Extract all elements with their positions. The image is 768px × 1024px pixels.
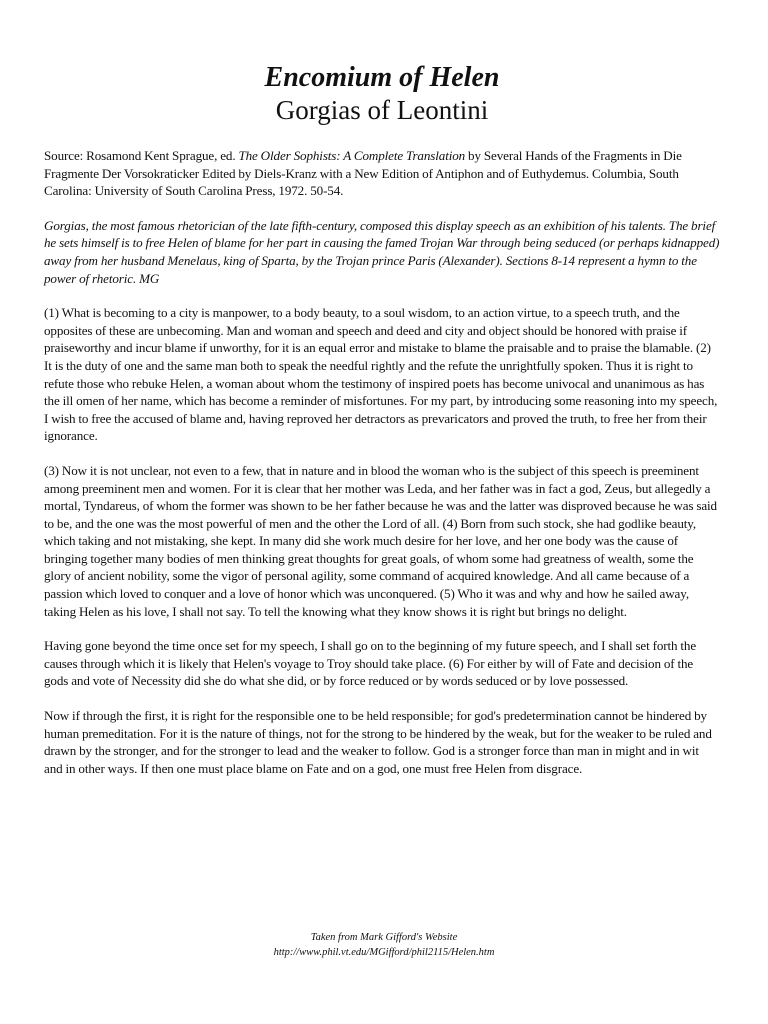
source-book-title: The Older Sophists: A Complete Translation <box>238 148 466 163</box>
document-page <box>44 62 720 794</box>
source-suffix: by Several Hands of the Fragments in Die Fragmente Der Vorsokraticker Edited by Diels-Kranz with a New Edition of Antiphon and of Euthydemus. Columbia, South Carolina: University of South Carolina Press, 1972. 50-54. <box>44 148 682 199</box>
page-footer <box>0 930 768 960</box>
footer-url: http://www.phil.vt.edu/MGifford/phil2115/Helen.htm <box>273 947 495 958</box>
source-prefix: Source: Rosamond Kent Sprague, ed. <box>44 148 239 163</box>
source-citation <box>44 147 720 200</box>
intro-paragraph: Gorgias, the most famous rhetorician of the late fifth-century, composed this display speech as an exhibition of his talents. The brief he sets himself is to free Helen of blame for her part in causing the famed Trojan War through being seduced (or perhaps kidnapped) away from her husband Menelaus, king of Sparta, by the Trojan prince Paris (Alexander). Sections 8-14 represent a hymn to the power of rhetoric. MG <box>44 217 720 286</box>
body-paragraph-1: (1) What is becoming to a city is manpower, to a body beauty, to a soul wisdom, to an action virtue, to a speech truth, and the opposites of these are unbecoming. Man and woman and speech and deed and city and object should be honored with praise if praiseworthy and incur blame if unworthy, for it is an equal error and mistake to blame the praisable and to praise the blamable. (2) It is the duty of one and the same man both to speak the needful rightly and the refute the unrightfully spoken. Thus it is right to refute those who rebuke Helen, a woman about whom the testimony of inspired poets has become univocal and unanimous as has the ill omen of her name, which has become a reminder of misfortunes. For my part, by introducing some reasoning into my speech, I wish to free the accused of blame and, having reproved her detractors as prevaricators and proved the truth, to free her from their ignorance. <box>44 305 718 444</box>
body-paragraph-2: (3) Now it is not unclear, not even to a few, that in nature and in blood the woman who is the subject of this speech is preeminent among preeminent men and women. For it is clear that her mother was Leda, and her father was in fact a god, Zeus, but allegedly a mortal, Tyndareus, of whom the former was shown to be her father because he was and the latter was disproved because he was said to be, and the one was the most powerful of men and the other the Lord of all. (4) Born from such stock, she had godlike beauty, which taking and not mistaking, she kept. In many did she work much desire for her love, and her one body was the cause of bringing together many bodies of men thinking great thoughts for great goals, of whom some had greatness of wealth, some the glory of ancient nobility, some the vigor of personal agility, some command of acquired knowledge. And all came because of a passion which loved to conquer and a love of honor which was unconquered. (5) Who it was and why and how he sailed away, taking Helen as his love, I shall not say. To tell the knowing what they know shows it is right but brings no delight. <box>44 462 717 619</box>
footer-credit: Taken from Mark Gifford's Website <box>310 932 458 943</box>
body-paragraph-4: Now if through the first, it is right for the responsible one to be held responsible; for god's predetermination cannot be hindered by human premeditation. For it is the nature of things, not for the strong to be hindered by the weak, but for the weaker to be ruled and drawn by the stronger, and for the stronger to lead and the weaker to follow. God is a stronger force than man in might and in wit and in other ways. If then one must place blame on Fate and on a god, one must free Helen from disgrace. <box>44 708 712 776</box>
body-paragraph-3: Having gone beyond the time once set for my speech, I shall go on to the beginning of my future speech, and I shall set forth the causes through which it is likely that Helen's voyage to Troy should take place. (6) For either by will of Fate and decision of the gods and vote of Necessity did she do what she did, or by force reduced or by words seduced or by love possessed. <box>44 638 697 689</box>
document-title: Encomium of Helen <box>264 62 500 93</box>
document-author: Gorgias of Leontini <box>275 95 489 125</box>
